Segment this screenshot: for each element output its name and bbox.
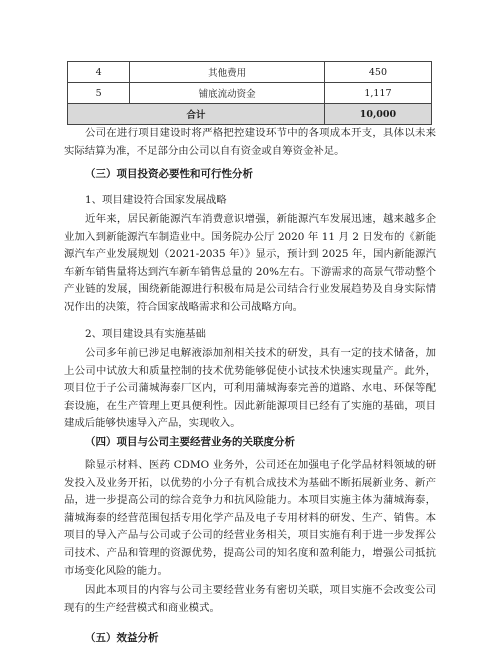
investment-table (67, 61, 432, 125)
section-heading-4: （四）项目与公司主要经营业务的关联度分析 (85, 436, 295, 448)
national-strategy-paragraph: 近年来，居民新能源汽车消费意识增强，新能源汽车发展迅速，越来越多企业加入到新能源汽车制造业中。国务院办公厅 2020 年 11 月 2 日发布的《新能源汽车产业发展规划（2021-2035 年）》显示，预计到 2025 年，国内新能源汽车新车销售量将达到汽车新车销售总量的 20%左右。下游需求的高景气带动整个产业链的发展，围绕新能源进行积极布局是公司结合行业发展趋势及自身实际情况作出的决策，符合国家战略需求和公司战略方向。 (64, 213, 436, 313)
subheading-1: 1、项目建设符合国家发展战略 (85, 194, 227, 206)
total-label: 合计 (68, 104, 325, 125)
conclusion-paragraph: 因此本项目的内容与公司主要经营业务有密切关联，项目实施不会改变公司现有的生产经营模式和商业模式。 (64, 584, 436, 614)
table-total-row (68, 104, 432, 125)
section-heading-5: （五）效益分析 (85, 632, 159, 644)
subheading-2: 2、项目建设具有实施基础 (85, 328, 206, 340)
row-item: 其他费用 (130, 62, 325, 83)
row-amount: 1,117 (324, 83, 431, 104)
business-relevance-paragraph: 除显示材料、医药 CDMO 业务外，公司还在加强电子化学品材料领域的研发投入及业务开拓，以优势的小分子有机合成技术为基础不断拓展新业务、新产品，进一步提高公司的综合竞争力和抗风险能力。本项目实施主体为蒲城海泰，蒲城海泰的经营范围包括专用化学产品及电子专用材料的研发、生产、销售。本项目的导入产品与公司或子公司的经营业务相关，项目实施有利于进一步发挥公司技术、产品和管理的资源优势，提高公司的知名度和盈利能力，增强公司抵抗市场变化风险的能力。 (64, 459, 436, 577)
row-amount: 450 (324, 62, 431, 83)
section-heading-3: （三）项目投资必要性和可行性分析 (85, 168, 253, 180)
total-amount: 10,000 (324, 104, 431, 125)
row-number: 5 (68, 83, 130, 104)
row-number: 4 (68, 62, 130, 83)
table-row (68, 83, 432, 104)
implementation-basis-paragraph: 公司多年前已涉足电解液添加剂相关技术的研发，具有一定的技术储备，加上公司中试放大和质量控制的技术优势能够促使小试技术快速实现量产。此外，项目位于子公司蒲城海泰厂区内，可利用蒲城海泰完善的道路、水电、环保等配套设施，在生产管理上更具便利性。因此新能源项目已经有了实施的基础，项目建成后能够快速导入产品，实现收入。 (64, 347, 436, 430)
row-item: 铺底流动资金 (130, 83, 325, 104)
table-row (68, 62, 432, 83)
cost-control-paragraph: 公司在进行项目建设时将严格把控建设环节中的各项成本开支，具体以未来实际结算为准，不足部分由公司以自有资金或自筹资金补足。 (64, 127, 436, 157)
